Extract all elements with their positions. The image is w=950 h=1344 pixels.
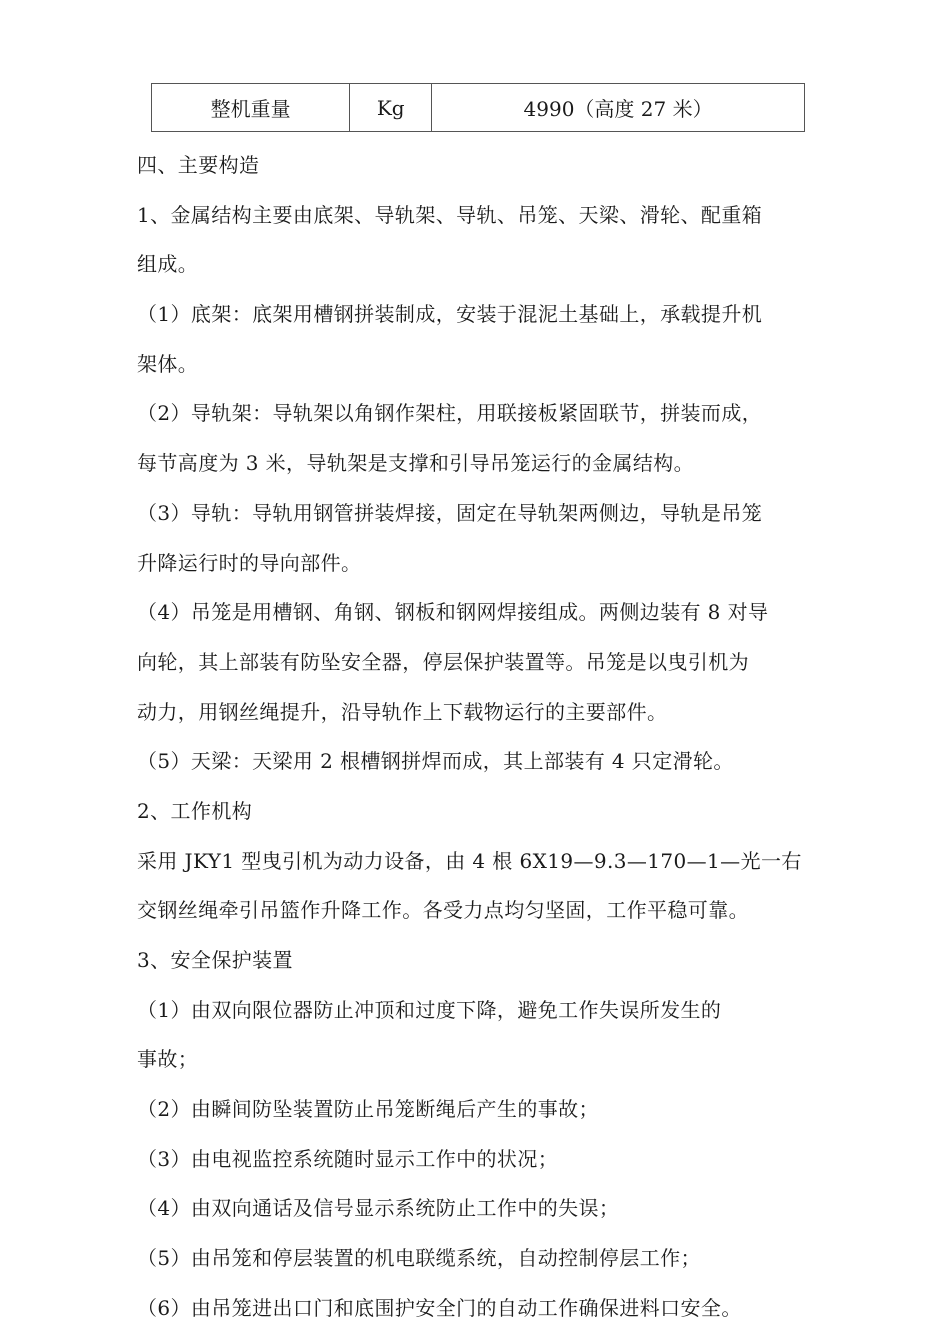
paragraph-line: 动力，用钢丝绳提升，沿导轨作上下载物运行的主要部件。 — [137, 699, 668, 724]
paragraph-line: （3）导轨：导轨用钢管拼装焊接，固定在导轨架两侧边，导轨是吊笼 — [137, 500, 763, 525]
paragraph-line: 向轮，其上部装有防坠安全器，停层保护装置等。吊笼是以曳引机为 — [137, 649, 749, 674]
paragraph-line: 采用 JKY1 型曳引机为动力设备，由 4 根 6X19—9.3—170—1—光一右 — [137, 848, 802, 873]
paragraph-line: （5）由吊笼和停层装置的机电联缆系统，自动控制停层工作； — [137, 1246, 701, 1271]
paragraph-line: （4）吊笼是用槽钢、角钢、钢板和钢网焊接组成。两侧边装有 8 对导 — [137, 600, 769, 625]
paragraph-line: 1、金属结构主要由底架、导轨架、导轨、吊笼、天梁、滑轮、配重箱 — [137, 202, 763, 227]
paragraph-line: （5）天梁：天梁用 2 根槽钢拼焊而成，其上部装有 4 只定滑轮。 — [137, 749, 734, 774]
paragraph-line: 交钢丝绳牵引吊篮作升降工作。各受力点均匀坚固，工作平稳可靠。 — [137, 898, 749, 923]
section-heading-work-mechanism: 2、工作机构 — [137, 798, 253, 823]
document-body — [137, 141, 837, 1334]
paragraph-line: （1）由双向限位器防止冲顶和过度下降，避免工作失误所发生的 — [137, 997, 722, 1022]
paragraph-line: 升降运行时的导向部件。 — [137, 550, 362, 575]
paragraph-line: （2）导轨架：导轨架以角钢作架柱，用联接板紧固联节，拼装而成， — [137, 401, 763, 426]
paragraph-line: 组成。 — [137, 252, 199, 277]
paragraph-line: （3）由电视监控系统随时显示工作中的状况； — [137, 1146, 559, 1171]
paragraph-line: 架体。 — [137, 351, 199, 376]
section-heading-safety-devices: 3、安全保护装置 — [137, 948, 293, 972]
paragraph-line: （6）由吊笼进出口门和底围护安全门的自动工作确保进料口安全。 — [137, 1295, 742, 1320]
paragraph-line: （4）由双向通话及信号显示系统防止工作中的失误； — [137, 1196, 620, 1221]
spec-table — [151, 83, 805, 132]
table-cell-unit: Kg — [350, 84, 432, 132]
paragraph-line: （2）由瞬间防坠装置防止吊笼断绳后产生的事故； — [137, 1097, 599, 1122]
table-row — [152, 84, 805, 132]
section-heading-main-structure: 四、主要构造 — [137, 153, 260, 177]
paragraph-line: （1）底架：底架用槽钢拼装制成，安装于混泥土基础上，承载提升机 — [137, 302, 763, 327]
paragraph-line: 每节高度为 3 米，导轨架是支撑和引导吊笼运行的金属结构。 — [137, 451, 695, 476]
table-cell-name: 整机重量 — [152, 84, 350, 132]
paragraph-line: 事故； — [137, 1047, 199, 1072]
table-cell-value: 4990（高度 27 米） — [432, 84, 805, 132]
